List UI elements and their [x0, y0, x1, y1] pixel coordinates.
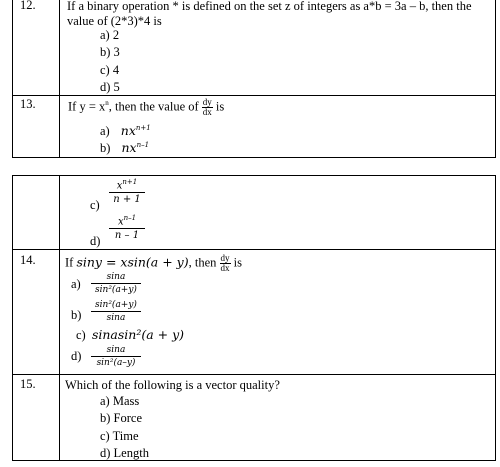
- q13-stem-exponent: n: [105, 99, 109, 108]
- q14-option-d-label: d): [71, 349, 82, 363]
- question-number-12: 12.: [20, 0, 36, 12]
- q13-stem-suffix: is: [212, 99, 225, 114]
- q14-option-b-fraction: [91, 300, 141, 323]
- q13-option-c-num-sup: n+1: [122, 178, 138, 186]
- q14-option-a-num: sina: [91, 272, 141, 284]
- q15-option-b: b) Force: [100, 411, 142, 425]
- question-number-15: 15.: [20, 377, 36, 391]
- q14-frac-den: dx: [220, 263, 230, 273]
- q15-option-a: a) Mass: [100, 394, 140, 408]
- question-12-text-line2: value of (2*3)*4 is: [67, 14, 162, 28]
- q13-option-b-label: b): [100, 141, 111, 155]
- q12-option-a: a) 2: [100, 28, 120, 42]
- q13-option-d-den: n – 1: [114, 230, 140, 242]
- q14-option-b-num: sin²(a+y): [91, 300, 141, 312]
- q13-stem-mid: , then the value of: [108, 99, 199, 114]
- q13-option-b-base: nx: [121, 140, 137, 155]
- q12-option-d: d) 5: [100, 80, 120, 94]
- q13-stem-prefix: If y = x: [68, 99, 106, 114]
- q14-option-d-num: sina: [91, 345, 141, 357]
- q13-option-d-label: d): [90, 234, 101, 248]
- q14-option-c: [76, 327, 184, 343]
- q14-option-b-label: b): [71, 308, 82, 322]
- q13-option-c-den: n + 1: [113, 194, 141, 206]
- q13-option-c-num-base: x: [116, 180, 123, 192]
- question-15-stem: Which of the following is a vector quality?: [65, 378, 280, 392]
- q14-stem-c: is: [230, 255, 242, 270]
- q14-option-a-label: a): [71, 277, 81, 291]
- q13-option-c-fraction: [109, 178, 145, 205]
- question-table-top: [12, 0, 496, 158]
- question-number-13: 13.: [20, 97, 36, 111]
- question-table-bottom: [12, 175, 496, 461]
- q13-option-d-num-base: x: [117, 216, 124, 228]
- q14-option-c-label: c): [76, 328, 86, 342]
- q12-option-c: c) 4: [100, 63, 120, 77]
- question-number-14: 14.: [20, 253, 36, 267]
- q13-option-a-label: a): [100, 124, 110, 138]
- q15-option-c: c) Time: [100, 429, 139, 443]
- q13-dy-dx-fraction: [202, 98, 213, 117]
- question-15-row: [13, 374, 495, 460]
- q14-dy-dx-fraction: [220, 254, 231, 273]
- q13-option-d-fraction: [109, 214, 145, 241]
- q13-option-c-num: [109, 178, 145, 193]
- q13-frac-den: dx: [202, 107, 212, 117]
- q14-stem-b: , then: [188, 255, 217, 270]
- q12-option-b: b) 3: [100, 45, 120, 59]
- q13-option-d-num-sup: n–1: [123, 214, 137, 222]
- q14-option-d-den: sin²(a–y): [96, 358, 136, 368]
- question-14-row: [13, 249, 495, 375]
- q13-frac-num: dy: [202, 97, 212, 107]
- question-13-row: [13, 95, 495, 157]
- question-14-stem: [65, 254, 242, 273]
- q14-option-c-expr: sinasin²(a + y): [91, 327, 185, 342]
- q13-option-d-num: [109, 214, 145, 229]
- q14-option-d-fraction: [91, 345, 141, 368]
- q14-option-b-den: sina: [106, 313, 126, 323]
- question-13-stem: [68, 98, 224, 117]
- q14-stem-a: If: [65, 255, 77, 270]
- q13-option-c-label: c): [90, 198, 100, 212]
- question-12-text-line1: If a binary operation * is defined on the set z of integers as a*b = 3a – b, then the: [67, 0, 472, 13]
- q14-option-a-fraction: [91, 272, 141, 295]
- q14-frac-num: dy: [220, 253, 230, 263]
- q13-option-a-sup: n+1: [135, 123, 151, 132]
- q14-stem-expr: siny = xsin(a + y): [76, 254, 189, 270]
- q13-option-b-sup: n–1: [136, 140, 150, 149]
- q13-option-b: [100, 140, 149, 156]
- q13-option-b-expr: [114, 140, 150, 155]
- q15-option-d: d) Length: [100, 446, 149, 460]
- q13-option-a: [100, 123, 151, 139]
- q13-option-a-base: nx: [120, 123, 136, 138]
- q13-option-a-expr: [113, 123, 151, 138]
- q14-option-a-den: sin²(a+y): [95, 285, 137, 295]
